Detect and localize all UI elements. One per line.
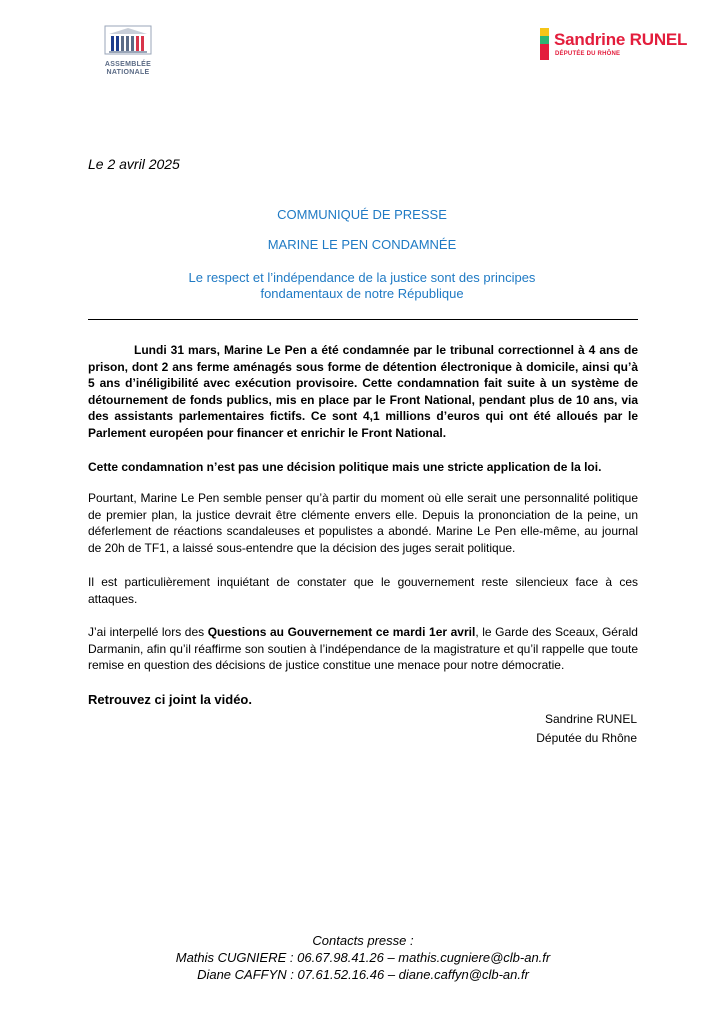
contacts-title: Contacts presse : bbox=[312, 933, 414, 948]
assemblee-building-icon bbox=[103, 24, 153, 56]
press-release-subtitle bbox=[88, 270, 636, 302]
assemblee-nationale-logo bbox=[98, 24, 158, 77]
contact-line-1: Mathis CUGNIERE : 06.67.98.41.26 – mathis.cugniere@clb-an.fr bbox=[175, 950, 551, 965]
paragraph-4: Il est particulièrement inquiétant de constater que le gouvernement reste silencieux face à ces attaques. bbox=[88, 575, 638, 606]
paragraph-2: Cette condamnation n’est pas une décision politique mais une stricte application de la loi. bbox=[88, 460, 602, 474]
press-release-title: MARINE LE PEN CONDAMNÉE bbox=[267, 237, 457, 252]
paragraph-5-end: , le Garde des Sceaux, Gérald Darmanin, afin qu’il réaffirme son soutien à l’indépendance de la magistrature et qu’il rappelle que toute remise en question des décisions de justice constitue une menace pour notre démocratie. bbox=[88, 625, 638, 672]
paragraph-5 bbox=[88, 624, 638, 674]
assemblee-logo-line1: ASSEMBLÉE bbox=[104, 61, 152, 68]
document-date: Le 2 avril 2025 bbox=[88, 156, 180, 172]
paragraph-3: Pourtant, Marine Le Pen semble penser qu’à partir du moment où elle serait une personnalité politique de premier plan, la justice devrait être clémente envers elle. Depuis la prononciation de la peine, un déferlement de réactions scandaleuses et populistes a abondé. Marine Le Pen elle-même, au journal de 20h de TF1, a laissé sous-entendre que la décision des juges serait politique. bbox=[88, 491, 638, 555]
paragraph-1: Lundi 31 mars, Marine Le Pen a été condamnée par le tribunal correctionnel à 4 ans de prison, dont 2 ans ferme aménagés sous forme de détention électronique à domicile, ainsi qu’à 5 ans d’inéligibilité avec exécution provisoire. Cette condamnation fait suite à un système de détournement de fonds publics, mis en place par le Front National, pendant plus de 10 ans, via des assistants parlementaires fictifs. Ce sont 4,1 millions d’euros qui ont été alloués par le Parlement européen pour financer et enrichir le Front National. bbox=[88, 343, 638, 440]
paragraph-5-highlight: Questions au Gouvernement ce mardi 1er avril bbox=[207, 625, 476, 639]
paragraph-5-start: J’ai interpellé lors des bbox=[88, 625, 208, 639]
tricolor-mark-icon bbox=[540, 28, 549, 60]
video-note: Retrouvez ci joint la vidéo. bbox=[88, 692, 252, 707]
heading-divider bbox=[88, 319, 638, 320]
subtitle-line-1: Le respect et l’indépendance de la justice sont des principes bbox=[188, 270, 536, 285]
deputy-logo-subtitle: DÉPUTÉE DU RHÔNE bbox=[555, 51, 621, 57]
signature-name: Sandrine RUNEL bbox=[544, 712, 637, 726]
press-contacts bbox=[88, 932, 638, 983]
press-release-kicker: COMMUNIQUÉ DE PRESSE bbox=[277, 207, 447, 222]
deputy-logo-name: Sandrine RUNEL bbox=[554, 30, 688, 49]
contact-line-2: Diane CAFFYN : 07.61.52.16.46 – diane.caffyn@clb-an.fr bbox=[197, 967, 529, 982]
subtitle-line-2: fondamentaux de notre République bbox=[260, 286, 464, 301]
assemblee-logo-line2: NATIONALE bbox=[106, 69, 150, 76]
signature-role: Députée du Rhône bbox=[536, 731, 637, 745]
deputy-logo bbox=[540, 28, 690, 64]
